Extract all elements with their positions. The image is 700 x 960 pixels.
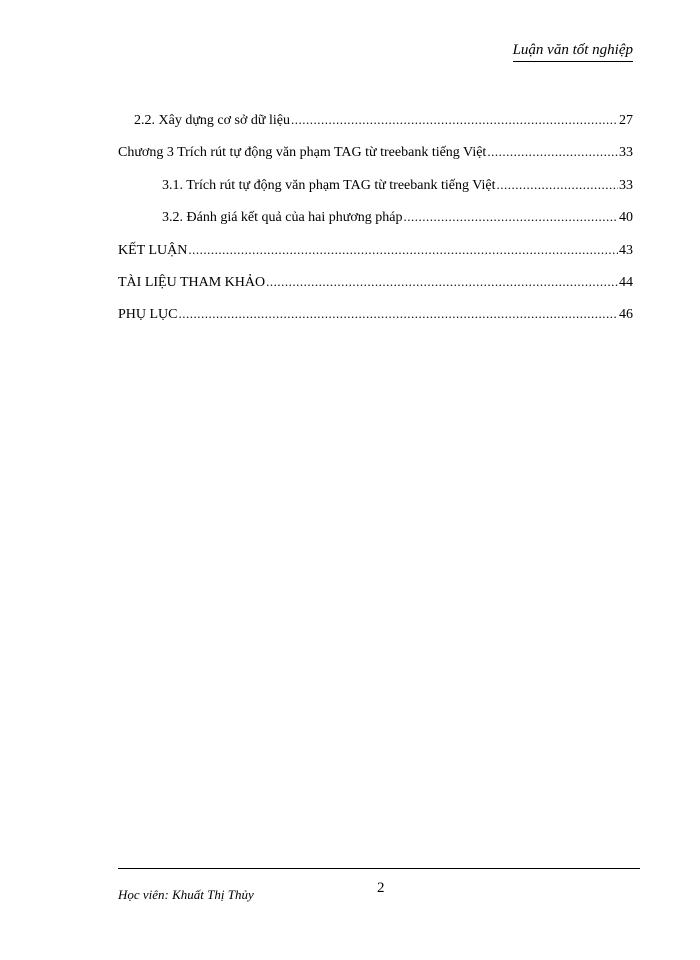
toc-entry-label: Chương 3 Trích rút tự động văn phạm TAG từ treebank tiếng Việt bbox=[118, 145, 487, 161]
toc-entry-page: 43 bbox=[619, 242, 633, 258]
toc-leader-dots bbox=[291, 112, 618, 128]
toc-entry bbox=[118, 177, 633, 209]
toc-entry-label: 3.2. Đánh giá kết quả của hai phương pháp bbox=[162, 210, 403, 226]
toc-entry-label: PHỤ LỤC bbox=[118, 307, 178, 323]
toc-leader-dots bbox=[188, 242, 618, 258]
toc-entry-page: 46 bbox=[619, 307, 633, 323]
toc-entry-label: 3.1. Trích rút tự động văn phạm TAG từ treebank tiếng Việt bbox=[162, 177, 496, 193]
toc-leader-dots bbox=[487, 144, 618, 160]
page-header bbox=[0, 40, 633, 62]
toc-leader-dots bbox=[403, 209, 618, 225]
toc-leader-dots bbox=[266, 274, 618, 290]
toc-entry bbox=[118, 242, 633, 274]
footer-divider bbox=[118, 868, 640, 869]
toc-entry-label: KẾT LUẬN bbox=[118, 242, 188, 258]
toc-entry-page: 27 bbox=[619, 113, 633, 128]
toc-entry-page: 33 bbox=[619, 177, 633, 193]
toc-entry bbox=[118, 209, 633, 241]
table-of-contents bbox=[118, 112, 633, 339]
header-title: Luận văn tốt nghiệp bbox=[513, 40, 633, 62]
toc-entry bbox=[118, 144, 633, 176]
toc-entry bbox=[118, 112, 633, 144]
toc-entry bbox=[118, 274, 633, 306]
toc-entry-page: 33 bbox=[619, 145, 633, 161]
footer-author: Học viên: Khuất Thị Thủy bbox=[118, 887, 254, 902]
page-number: 2 bbox=[377, 880, 385, 896]
toc-leader-dots bbox=[179, 306, 618, 322]
toc-leader-dots bbox=[497, 177, 619, 193]
toc-entry-label: TÀI LIỆU THAM KHẢO bbox=[118, 274, 266, 290]
toc-entry-page: 40 bbox=[619, 210, 633, 226]
toc-entry-page: 44 bbox=[619, 274, 633, 290]
toc-entry-label: 2.2. Xây dựng cơ sở dữ liệu bbox=[134, 113, 290, 128]
toc-entry bbox=[118, 306, 633, 338]
